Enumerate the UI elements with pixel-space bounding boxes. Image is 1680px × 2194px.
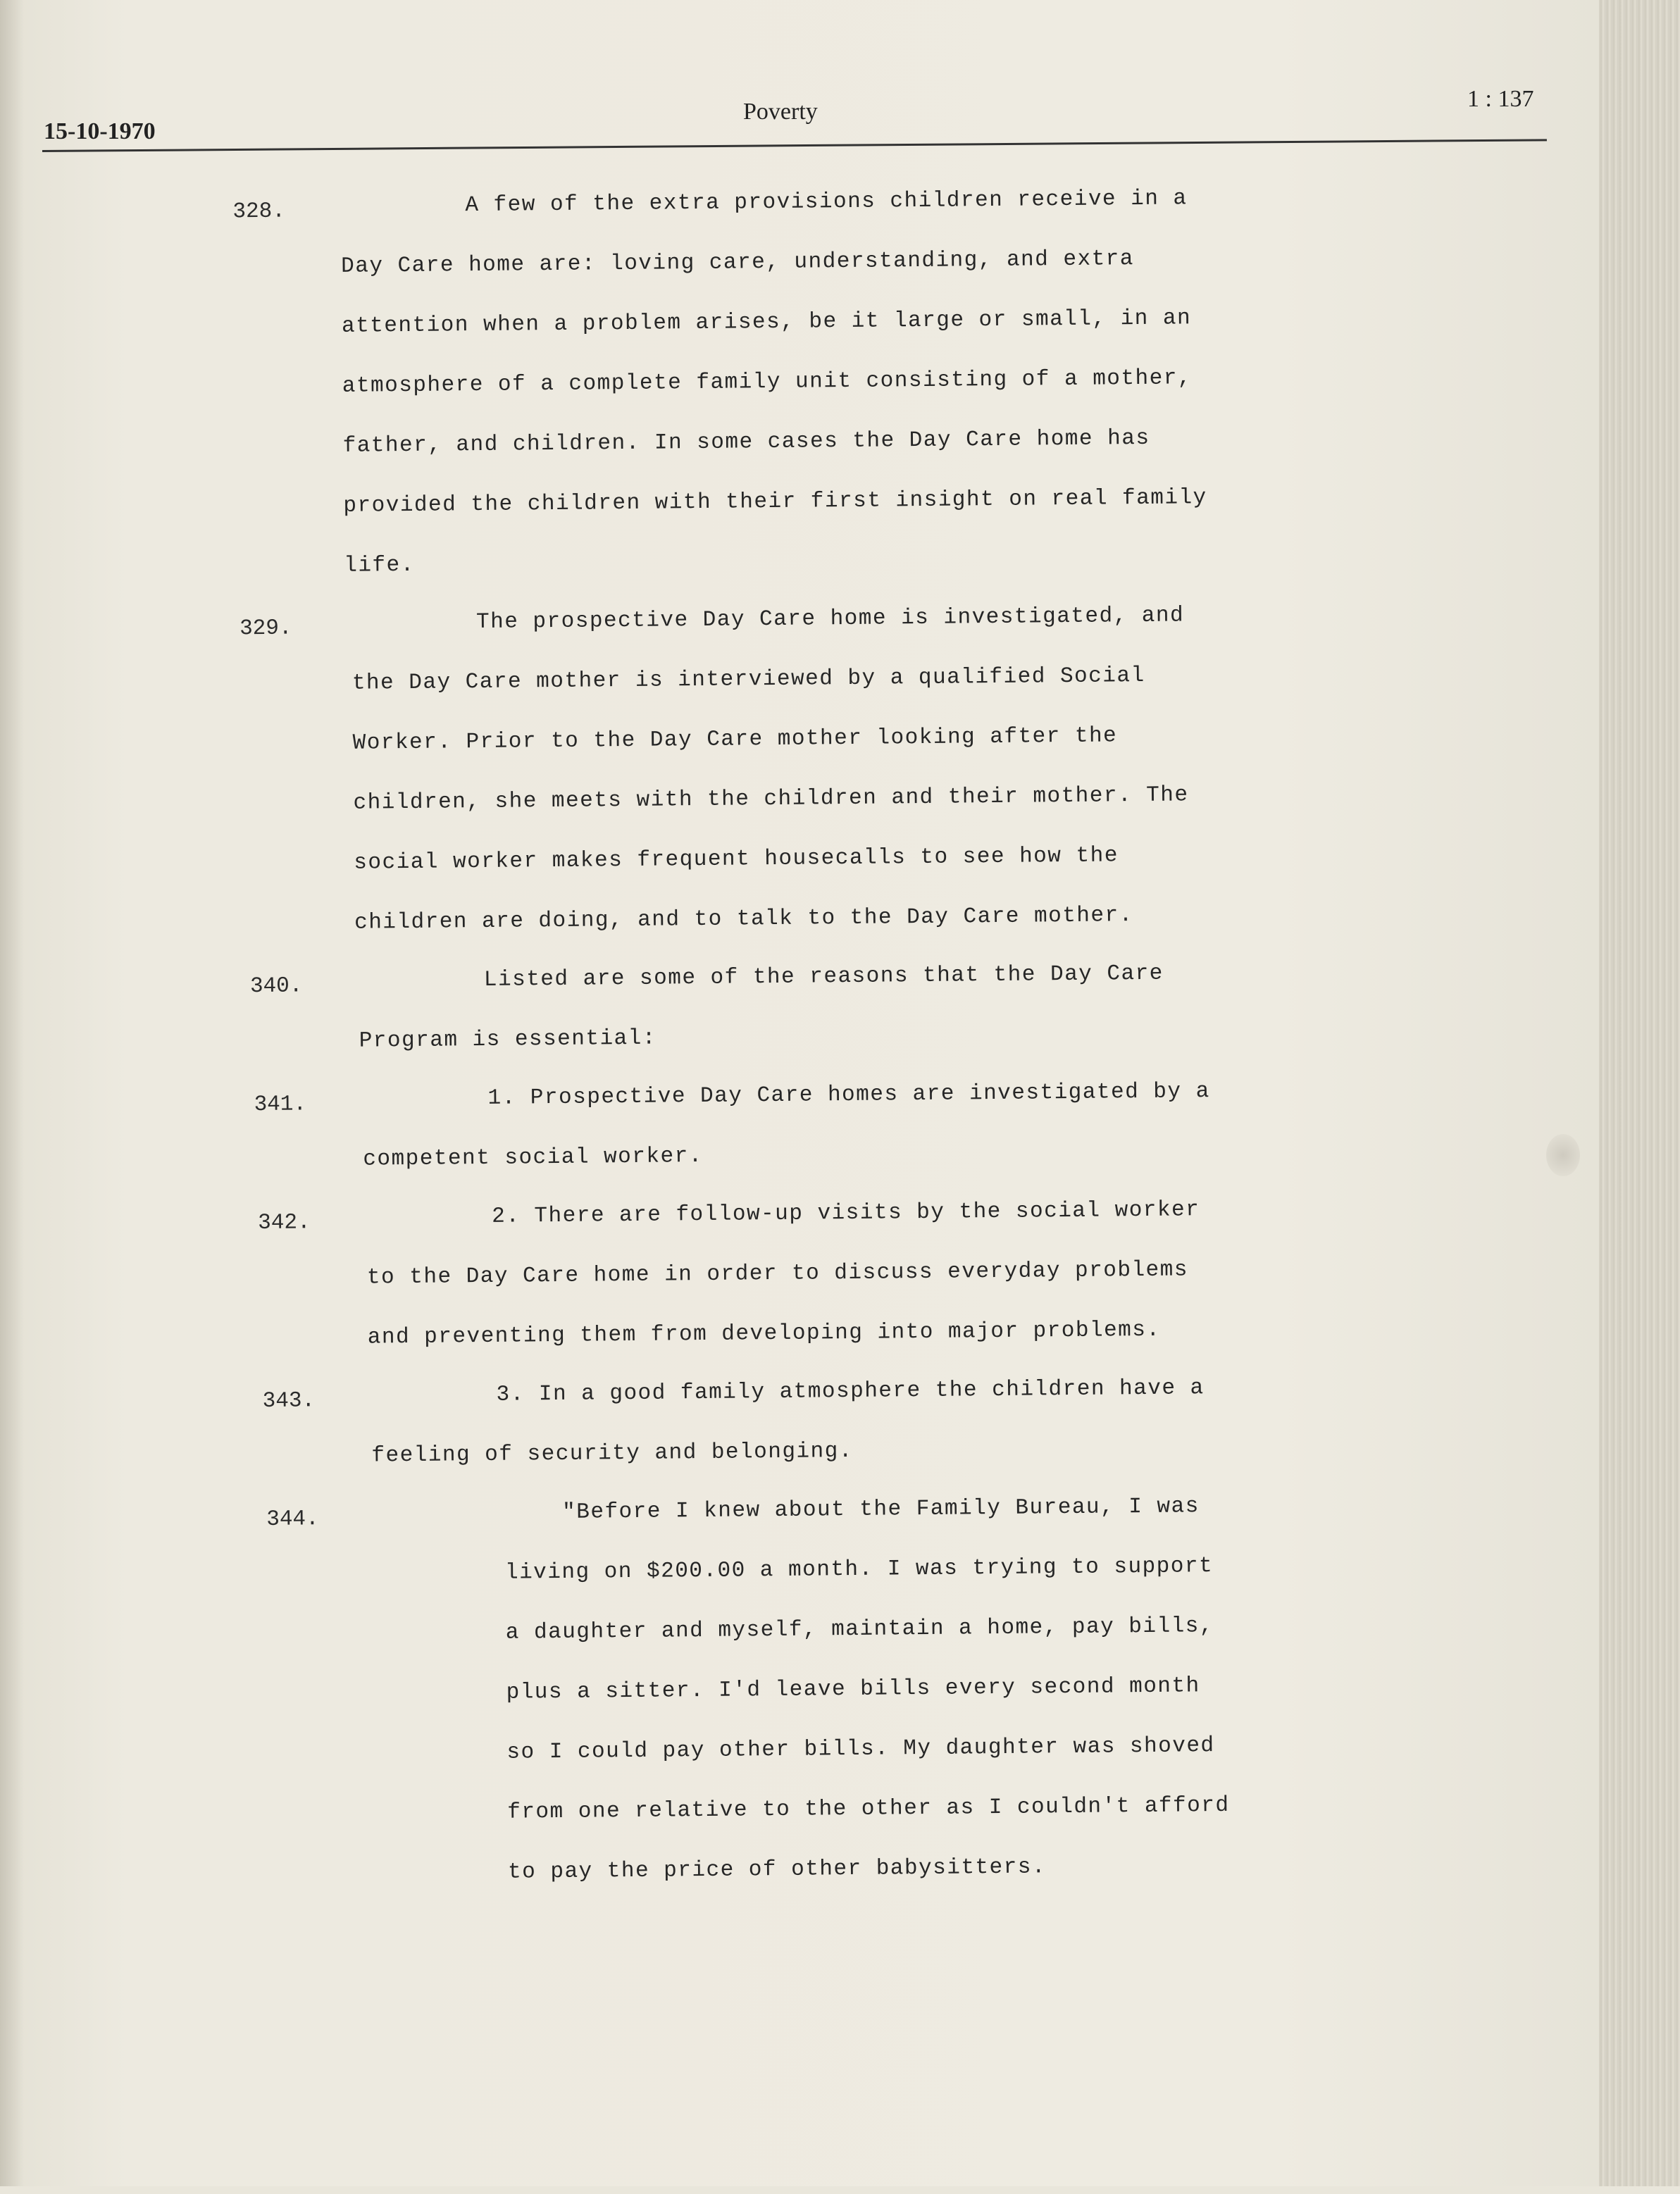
quoted-text-line: from one relative to the other as I couldn't afford: [507, 1793, 1230, 1825]
paragraph-number: 329.: [239, 616, 292, 642]
quoted-text-line: to pay the price of other babysitters.: [508, 1855, 1046, 1884]
text-line: 3. In a good family atmosphere the children have a: [496, 1376, 1204, 1407]
text-line: attention when a problem arises, be it large or small, in an: [342, 306, 1191, 339]
paragraph-number: 341.: [254, 1092, 306, 1117]
text-line: A few of the extra provisions children receive in a: [465, 186, 1188, 218]
text-line: 2. There are follow-up visits by the social worker: [492, 1197, 1200, 1229]
paragraph-number: 328.: [232, 199, 285, 225]
text-line: competent social worker.: [363, 1144, 703, 1172]
text-line: Program is essential:: [359, 1026, 657, 1054]
text-line: social worker makes frequent housecalls to see how the: [354, 843, 1119, 875]
paragraph-number: 343.: [262, 1388, 315, 1414]
text-line: Worker. Prior to the Day Care mother looking after the: [353, 723, 1118, 755]
text-line: atmosphere of a complete family unit consisting of a mother,: [342, 366, 1192, 399]
text-line: to the Day Care home in order to discuss everyday problems: [367, 1257, 1188, 1290]
text-line: 1. Prospective Day Care homes are investigated by a: [487, 1079, 1210, 1111]
quoted-text-line: plus a sitter. I'd leave bills every second month: [506, 1673, 1200, 1704]
page-edges: [1599, 0, 1680, 2186]
text-line: provided the children with their first insight on real family: [343, 485, 1207, 518]
quoted-text-line: living on $200.00 a month. I was trying to support: [505, 1554, 1213, 1585]
header-page-number: 1 : 137: [1467, 86, 1533, 113]
quoted-text-line: so I could pay other bills. My daughter was shoved: [506, 1733, 1214, 1765]
paragraph-number: 340.: [250, 973, 303, 999]
quoted-text-line: a daughter and myself, maintain a home, pay bills,: [506, 1614, 1214, 1645]
paragraph-number: 342.: [258, 1210, 311, 1235]
text-line: feeling of security and belonging.: [371, 1439, 853, 1469]
text-line: children are doing, and to talk to the Day Care mother.: [354, 903, 1133, 935]
text-line: The prospective Day Care home is investigated, and: [476, 603, 1184, 635]
header-date: 15-10-1970: [44, 118, 156, 145]
text-line: and preventing them from developing into major problems.: [368, 1318, 1161, 1350]
text-line: Listed are some of the reasons that the Day Care: [484, 961, 1164, 992]
text-line: the Day Care mother is interviewed by a qualified Social: [352, 663, 1145, 696]
text-line: Day Care home are: loving care, understanding, and extra: [341, 247, 1134, 279]
paragraph-number: 344.: [266, 1507, 319, 1532]
text-line: life.: [344, 553, 415, 578]
quoted-text-line: "Before I knew about the Family Bureau, I was: [562, 1494, 1200, 1525]
text-line: children, she meets with the children and their mother. The: [353, 783, 1188, 815]
text-line: father, and children. In some cases the Day Care home has: [342, 426, 1150, 459]
header-title: Poverty: [743, 99, 818, 125]
